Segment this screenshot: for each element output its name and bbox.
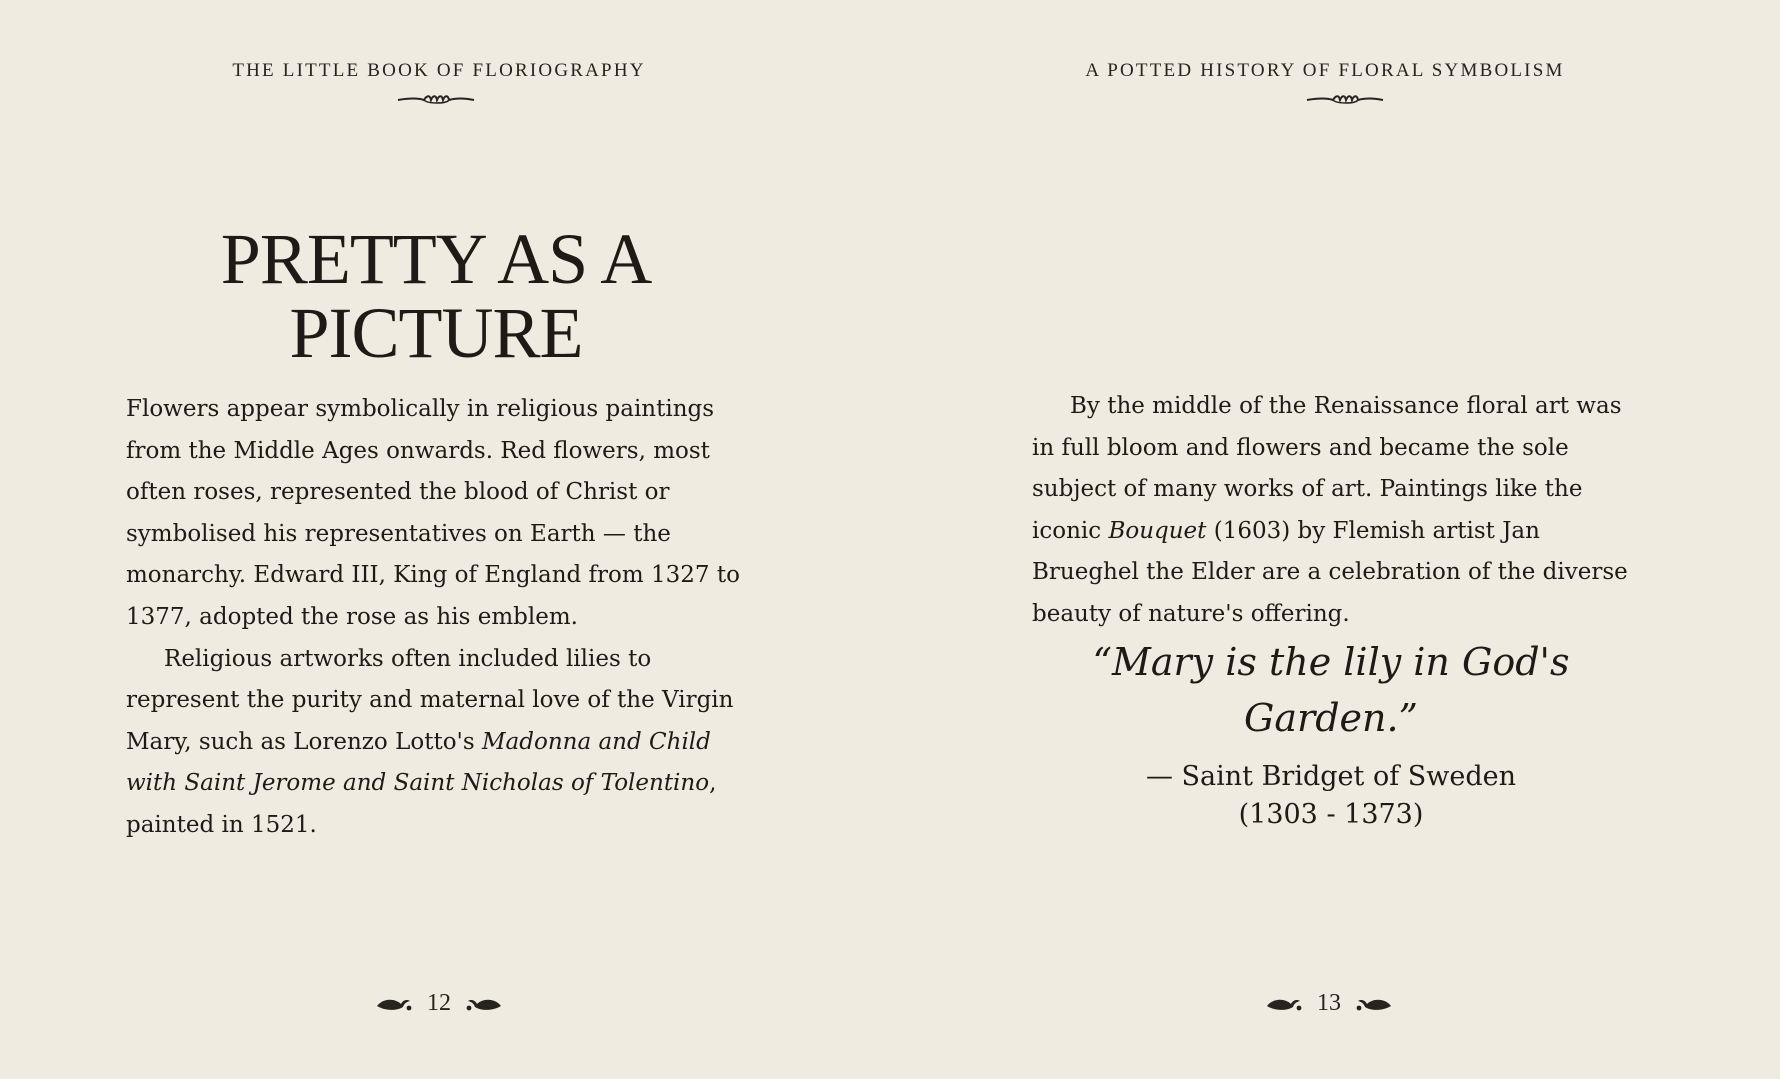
page-number: 12: [427, 990, 451, 1016]
page-number: 13: [1317, 990, 1341, 1016]
artwork-title: Madonna and Child with Saint Jerome and Saint Nicholas of Tolentino: [126, 728, 711, 797]
running-head-left: THE LITTLE BOOK OF FLORIOGRAPHY: [232, 60, 646, 81]
paragraph-text: , painted in 1521.: [126, 770, 717, 838]
chapter-title: [126, 219, 746, 373]
paragraph-text: Religious artworks often included lilies to represent the purity and maternal love of the Virgin Mary, such as Lorenzo Lotto's: [126, 645, 734, 755]
paragraph-text: (1603) by Flemish artist Jan Brueghel the Elder are a celebration of the diverse beauty of nature's offering.: [1032, 517, 1628, 627]
folio-right: [884, 990, 1774, 1017]
attribution-dates: (1303 - 1373): [1238, 799, 1424, 830]
left-body-text: [126, 389, 758, 847]
leaf-ornament-icon: [1263, 994, 1303, 1014]
right-body-text: [1032, 386, 1632, 636]
scroll-flourish-icon: [1305, 92, 1385, 106]
leaf-ornament-icon: [373, 994, 413, 1014]
folio-left: [0, 990, 884, 1017]
leaf-ornament-icon: [1355, 994, 1395, 1014]
paragraph: [1032, 386, 1632, 636]
scroll-flourish-icon: [396, 92, 476, 106]
attribution-name: — Saint Bridget of Sweden: [1145, 761, 1517, 792]
pull-quote: “Mary is the lily in God's Garden.”: [1092, 640, 1570, 740]
chapter-title-line-2: PICTURE: [289, 293, 583, 373]
chapter-title-line-1: PRETTY AS A: [220, 219, 652, 299]
right-page: [890, 0, 1780, 1079]
running-head-right: A POTTED HISTORY OF FLORAL SYMBOLISM: [1085, 60, 1565, 81]
leaf-ornament-icon: [465, 994, 505, 1014]
quote-attribution: [1030, 758, 1632, 834]
paragraph: [126, 639, 758, 847]
paragraph-text: By the middle of the Renaissance floral art was in full bloom and flowers and became the sole subject of many works of art. Paintings like the iconic: [1032, 393, 1622, 544]
artwork-title: Bouquet: [1108, 517, 1207, 544]
paragraph: Flowers appear symbolically in religious paintings from the Middle Ages onwards. Red flowers, most often roses, represented the blood of Christ or symbolised his representatives on Earth — the monarchy. Edward III, King of England from 1327 to 1377, adopted the rose as his emblem.: [126, 396, 740, 630]
